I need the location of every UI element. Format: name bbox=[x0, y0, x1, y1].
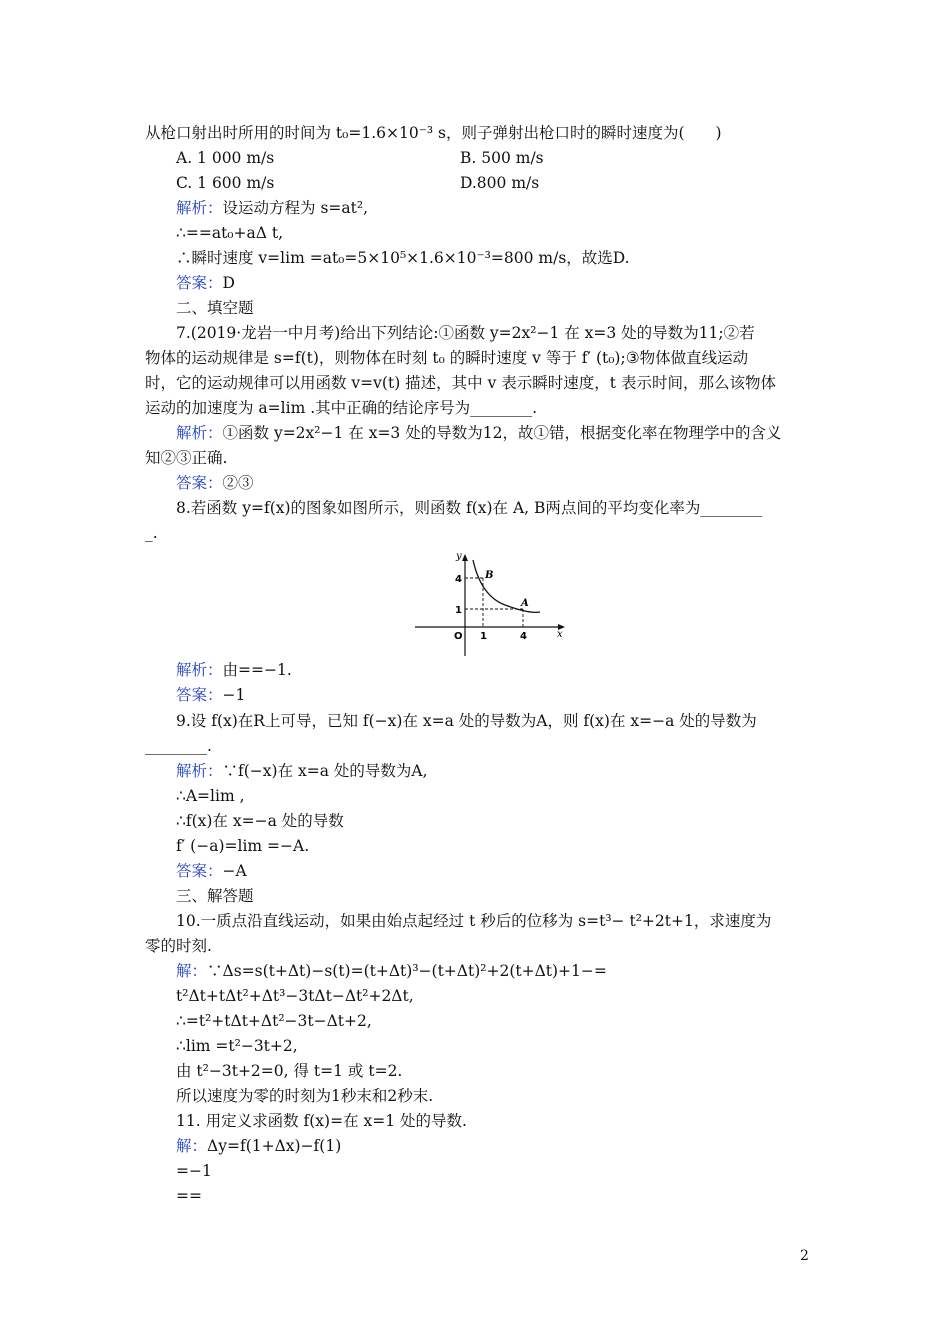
solution-text: ∵Δs=s(t+Δt)−s(t)=(t+Δt)³−(t+Δt)²+2(t+Δt)+1−= bbox=[207, 962, 607, 980]
q7-answer bbox=[176, 473, 254, 493]
q6-stem: 从枪口射出时所用的时间为 t₀=1.6×10⁻³ s，则子弹射出枪口时的瞬时速度为( ) bbox=[145, 124, 722, 142]
q6-option-d: D.800 m/s bbox=[460, 174, 540, 192]
answer-text: −1 bbox=[222, 686, 246, 704]
y-tick-1: 1 bbox=[455, 605, 462, 616]
answer-text: D bbox=[222, 274, 235, 292]
analysis-label: 解析： bbox=[176, 424, 223, 442]
q10-solution bbox=[176, 961, 607, 981]
q7-analysis-2: 知②③正确. bbox=[145, 449, 228, 467]
point-a-label: A bbox=[521, 598, 529, 609]
analysis-text: 设运动方程为 s=at², bbox=[222, 199, 368, 217]
answer-label: 答案： bbox=[176, 686, 223, 704]
q9-analysis bbox=[176, 761, 428, 781]
q7-line-1: 7.(2019·龙岩一中月考)给出下列结论:①函数 y=2x²−1 在 x=3 处的导数为11;②若 bbox=[176, 324, 755, 342]
q11-step-3: == bbox=[176, 1187, 202, 1205]
q9-line-2: ________. bbox=[145, 737, 212, 755]
answer-label: 答案： bbox=[176, 862, 223, 880]
answer-label: 答案： bbox=[176, 474, 223, 492]
q11-line-1: 11. 用定义求函数 f(x)=在 x=1 处的导数. bbox=[176, 1112, 467, 1130]
section-fill-in: 二、填空题 bbox=[176, 299, 254, 317]
q7-line-4: 运动的加速度为 a=lim .其中正确的结论序号为________. bbox=[145, 399, 538, 417]
q9-line-1: 9.设 f(x)在R上可导，已知 f(−x)在 x=a 处的导数为A，则 f(x)在 x=−a 处的导数为 bbox=[176, 712, 757, 730]
q10-line-1: 10.一质点沿直线运动，如果由始点起经过 t 秒后的位移为 s=t³− t²+2t+1，求速度为 bbox=[176, 912, 772, 930]
analysis-label: 解析： bbox=[176, 762, 223, 780]
q9-step-4: f′ (−a)=lim =−A. bbox=[176, 837, 310, 855]
q9-step-3: ∴f(x)在 x=−a 处的导数 bbox=[176, 812, 344, 830]
q10-step-2: t²Δt+tΔt²+Δt³−3tΔt−Δt²+2Δt, bbox=[176, 987, 414, 1005]
page-number: 2 bbox=[800, 1248, 809, 1264]
q8-line-2: _. bbox=[145, 524, 158, 542]
q7-analysis bbox=[176, 423, 781, 443]
x-tick-1: 1 bbox=[480, 631, 487, 642]
q10-conclusion: 所以速度为零的时刻为1秒末和2秒末. bbox=[176, 1087, 434, 1105]
analysis-label: 解析： bbox=[176, 661, 223, 679]
q6-answer bbox=[176, 273, 235, 293]
analysis-text: 由==−1. bbox=[222, 661, 292, 679]
function-graph bbox=[415, 548, 570, 658]
q7-line-3: 时，它的运动规律可以用函数 v=v(t) 描述，其中 v 表示瞬时速度，t 表示时间，那么该物体 bbox=[145, 374, 776, 392]
answer-text: −A bbox=[222, 862, 247, 880]
y-axis-arrow bbox=[462, 554, 468, 561]
solution-label: 解： bbox=[176, 1137, 208, 1155]
x-tick-4: 4 bbox=[520, 631, 527, 642]
q10-line-2: 零的时刻. bbox=[145, 937, 212, 955]
solution-text: Δy=f(1+Δx)−f(1) bbox=[207, 1137, 342, 1155]
analysis-label: 解析： bbox=[176, 199, 223, 217]
q11-step-2: =−1 bbox=[176, 1162, 212, 1180]
y-tick-4: 4 bbox=[455, 574, 462, 585]
q9-answer bbox=[176, 861, 247, 881]
analysis-text: ∵f(−x)在 x=a 处的导数为A, bbox=[222, 762, 428, 780]
solution-label: 解： bbox=[176, 962, 208, 980]
origin-label: O bbox=[454, 631, 463, 642]
q11-solution bbox=[176, 1136, 341, 1156]
y-axis-label: y bbox=[456, 551, 462, 562]
q8-analysis bbox=[176, 660, 292, 680]
q6-option-c: C. 1 600 m/s bbox=[176, 174, 275, 192]
q10-step-3: ∴=t²+tΔt+Δt²−3t−Δt+2, bbox=[176, 1012, 372, 1030]
q9-step-2: ∴A=lim , bbox=[176, 787, 245, 805]
q6-step-3: ∴瞬时速度 v=lim =at₀=5×10⁵×1.6×10⁻³=800 m/s，故选D. bbox=[176, 249, 630, 267]
q8-line-1: 8.若函数 y=f(x)的图象如图所示，则函数 f(x)在 A, B两点间的平均变化率为________ bbox=[176, 499, 763, 517]
q6-option-b: B. 500 m/s bbox=[460, 149, 544, 167]
q10-step-5: 由 t²−3t+2=0, 得 t=1 或 t=2. bbox=[176, 1062, 403, 1080]
analysis-text: ①函数 y=2x²−1 在 x=3 处的导数为12，故①错，根据变化率在物理学中的含义 bbox=[222, 424, 782, 442]
q6-option-a: A. 1 000 m/s bbox=[176, 149, 275, 167]
answer-text: ②③ bbox=[222, 474, 254, 492]
section-solutions: 三、解答题 bbox=[176, 887, 254, 905]
q6-step-2: ∴==at₀+aΔ t, bbox=[176, 224, 284, 242]
answer-label: 答案： bbox=[176, 274, 223, 292]
q6-analysis bbox=[176, 198, 368, 218]
q7-line-2: 物体的运动规律是 s=f(t)，则物体在时刻 t₀ 的瞬时速度 v 等于 f′ (t₀);③物体做直线运动 bbox=[145, 349, 749, 367]
q10-step-4: ∴lim =t²−3t+2, bbox=[176, 1037, 298, 1055]
x-axis-label: x bbox=[557, 629, 563, 640]
point-b-label: B bbox=[485, 570, 494, 581]
q8-answer bbox=[176, 685, 245, 705]
